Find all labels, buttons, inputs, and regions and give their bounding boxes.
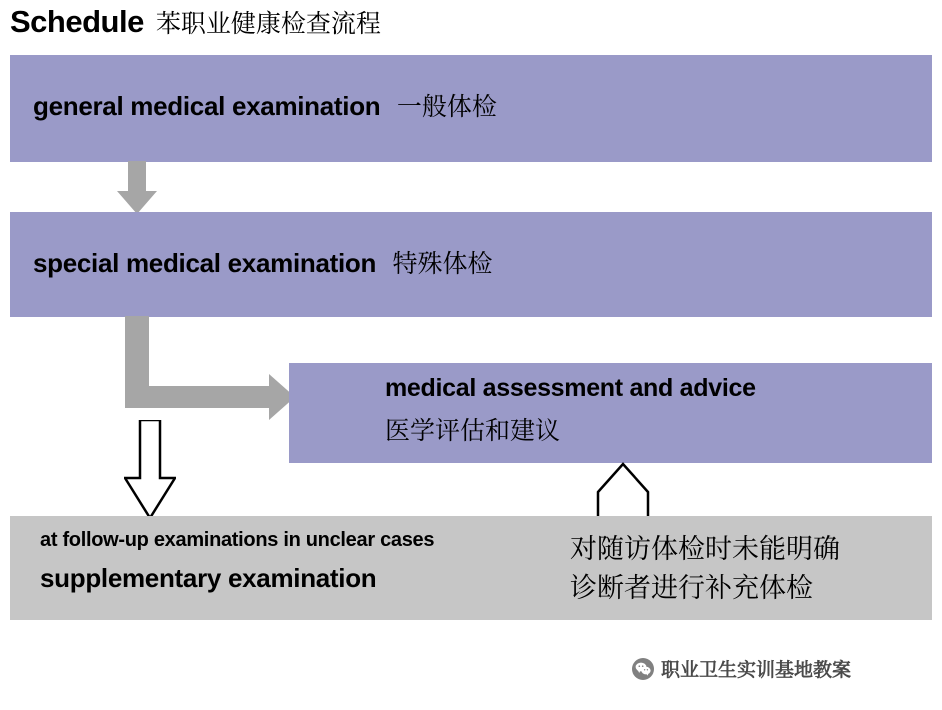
- flow-box-general-label: [33, 87, 497, 123]
- arrow-down-outline-icon-special-to-supplementary: [124, 420, 176, 520]
- arrow-down-icon-general-to-special: [117, 161, 157, 214]
- flow-box-supplementary-label-english-line1: at follow-up examinations in unclear cases: [40, 529, 435, 551]
- arrow-elbow-right-icon-special-to-assessment: [125, 316, 295, 426]
- flow-box-general-label-chinese: 一般体检: [396, 93, 497, 121]
- page-title: [10, 4, 381, 40]
- page-title-english: Schedule: [10, 4, 144, 39]
- flow-box-supplementary-label-chinese-line2: 诊断者进行补充体检: [570, 573, 813, 603]
- flow-box-supplementary-label-chinese-line1: 对随访体检时未能明确: [570, 534, 840, 564]
- wechat-icon: [632, 658, 654, 680]
- flow-box-special-label-english: special medical examination: [33, 248, 377, 278]
- flow-box-special-label: [33, 244, 493, 280]
- flow-box-general-medical-examination: [10, 55, 932, 162]
- flow-box-supplementary-label-english-line2: supplementary examination: [40, 563, 377, 593]
- flow-box-assessment-label-english: medical assessment and advice: [385, 374, 756, 402]
- flow-box-special-label-chinese: 特殊体检: [392, 250, 493, 278]
- page-title-chinese: 苯职业健康检查流程: [155, 10, 381, 38]
- arrow-up-outline-icon-supplementary-to-assessment: [594, 462, 652, 522]
- watermark-text: 职业卫生实训基地教案: [661, 660, 852, 681]
- flow-box-medical-assessment-and-advice: [289, 363, 932, 463]
- flow-box-general-label-english: general medical examination: [33, 91, 381, 121]
- flow-box-supplementary-examination: [10, 516, 932, 620]
- watermark: [632, 655, 851, 682]
- flow-box-special-medical-examination: [10, 212, 932, 317]
- flow-box-assessment-label-chinese: 医学评估和建议: [385, 417, 561, 445]
